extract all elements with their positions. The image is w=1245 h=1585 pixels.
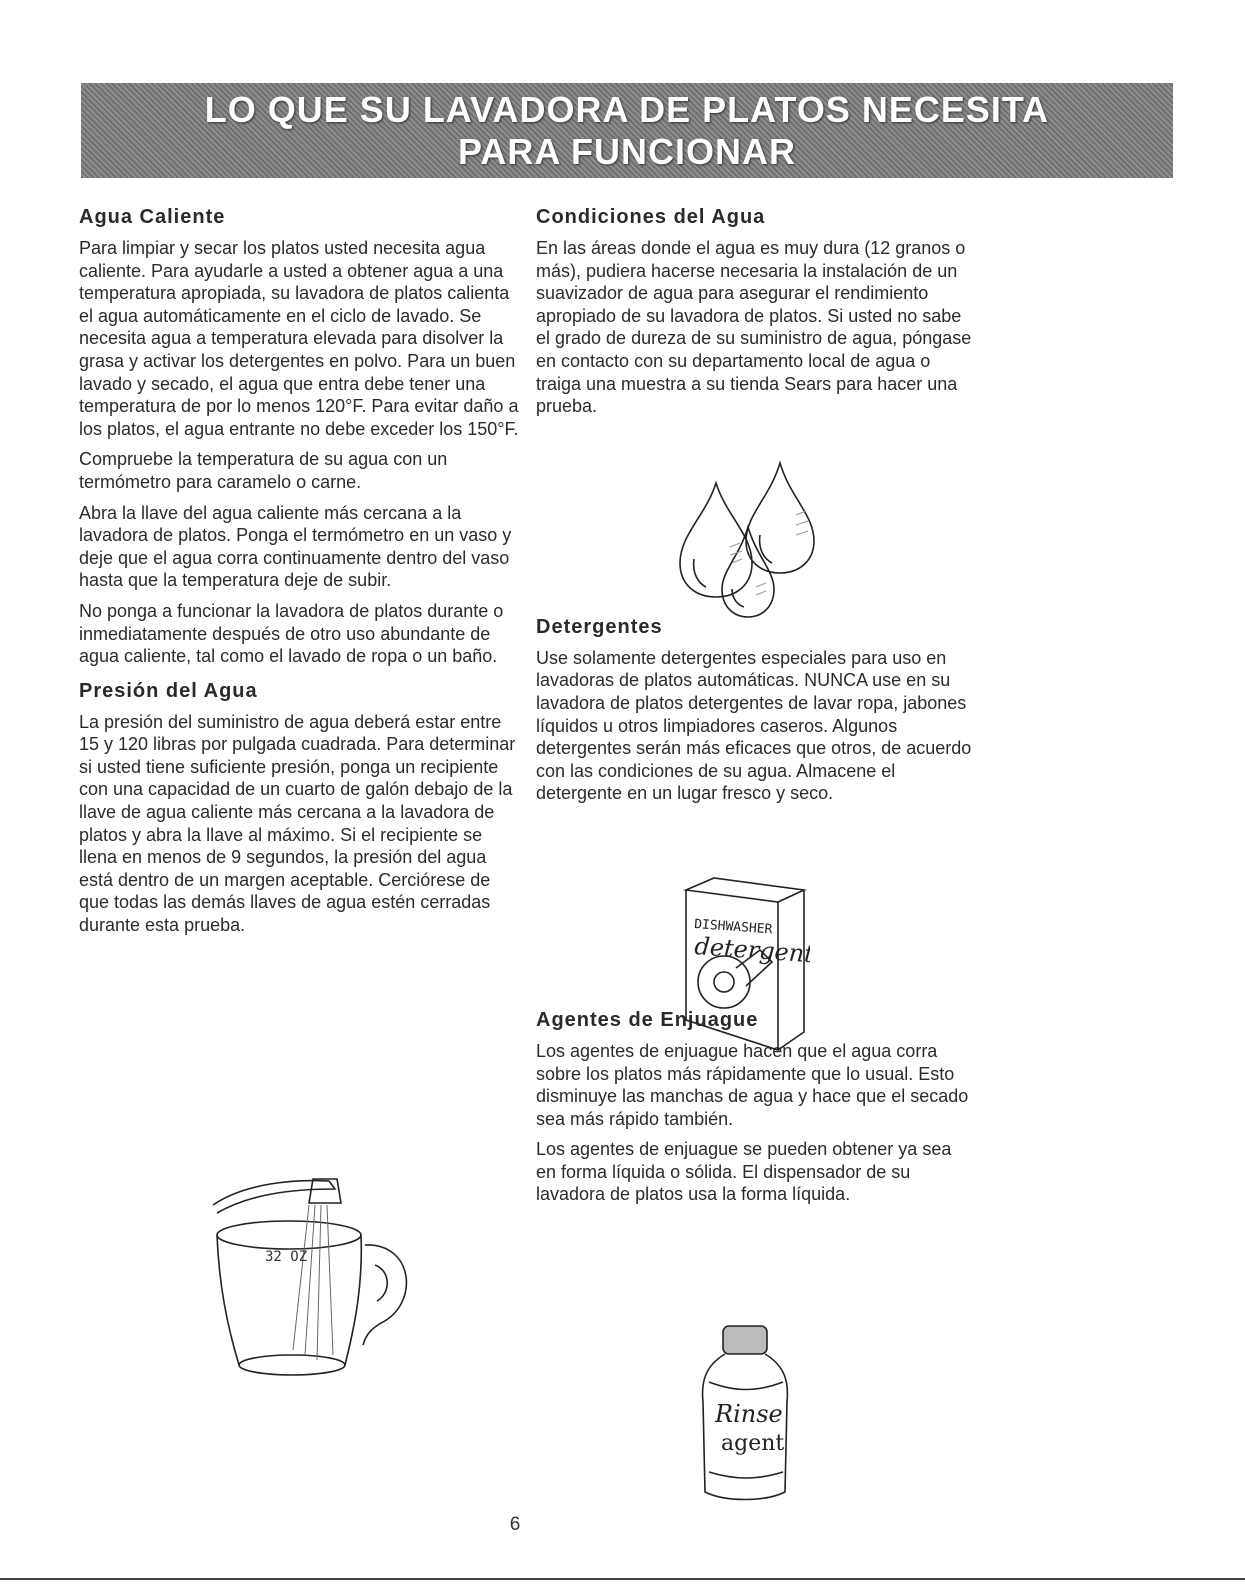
bottom-rule bbox=[0, 1578, 1245, 1580]
heading-detergentes: Detergentes bbox=[536, 615, 663, 638]
rinse-bottle-line1: Rinse bbox=[715, 1400, 783, 1428]
paragraph-enjuague-2: Los agentes de enjuague se pueden obtener ya sea en forma líquida o sólida. El dispensador de su lavadora de platos usa la forma líquida. bbox=[536, 1139, 952, 1205]
paragraph-agua-caliente-1: Para limpiar y secar los platos usted necesita agua caliente. Para ayudarle a usted a obtener agua a una temperatura apropiada, su lavadora de platos calienta el agua automáticamente en el ciclo de lavado. Se necesita agua a temperatura elevada para disolver la grasa y activar los detergentes en polvo. Para un buen lavado y secado, el agua que entra debe tener una temperatura de por lo menos 120°F. Para evitar daño a los platos, el agua entrante no debe exceder los 150°F. bbox=[79, 238, 519, 439]
cup-label: 32 OZ bbox=[265, 1249, 308, 1265]
water-drops-illustration bbox=[668, 455, 828, 625]
paragraph-agua-caliente-4: No ponga a funcionar la lavadora de platos durante o inmediatamente después de otro uso abundante de agua caliente, tal como el lavado de ropa o un baño. bbox=[79, 600, 504, 667]
detergent-box-illustration bbox=[680, 870, 810, 1055]
paragraph-condiciones-1: En las áreas donde el agua es muy dura (12 granos o más), pudiera hacerse necesaria la instalación de un suavizador de agua para asegurar el rendimiento apropiado de su lavadora de platos. Si usted no sabe el grado de dureza de su suministro de agua, póngase en contacto con su departamento local de agua o traiga una muestra a su tienda Sears para hacer una prueba. bbox=[536, 238, 972, 417]
rinse-bottle-icon bbox=[695, 1322, 795, 1504]
paragraph-agua-caliente-3: Abra la llave del agua caliente más cercana a la lavadora de platos. Ponga el termómetro en un vaso y deje que el agua corra continuamente dentro del vaso hasta que la temperatura deje de subir. bbox=[79, 502, 512, 591]
banner-title-line2: PARA FUNCIONAR bbox=[458, 130, 796, 172]
water-drops-icon bbox=[668, 455, 828, 625]
heading-presion: Presión del Agua bbox=[79, 679, 258, 702]
paragraph-enjuague-1: Los agentes de enjuague hacen que el agua corra sobre los platos más rápidamente que lo usual. Esto disminuye las manchas de agua y hace que el secado sea más rápido también. bbox=[536, 1040, 969, 1129]
left-column bbox=[79, 206, 519, 945]
rinse-agent-bottle-illustration bbox=[695, 1322, 795, 1504]
paragraph-presion-1: La presión del suministro de agua deberá estar entre 15 y 120 libras por pulgada cuadrada. Para determinar si usted tiene suficiente presión, ponga un recipiente con una capacidad de un cuarto de galón debajo de la llave de agua caliente más cercana a la lavadora de platos y abra la llave al máximo. Si el recipiente se llena en menos de 9 segundos, la presión del agua está dentro de un margen aceptable. Cerciórese de que todas las demás llaves de agua estén cerradas durante esta prueba. bbox=[79, 711, 516, 936]
measuring-cup-icon bbox=[205, 1165, 435, 1385]
heading-condiciones: Condiciones del Agua bbox=[536, 206, 766, 228]
right-column bbox=[536, 206, 976, 1214]
heading-enjuague: Agentes de Enjuague bbox=[536, 1008, 759, 1031]
paragraph-detergentes-1: Use solamente detergentes especiales para uso en lavadoras de platos automáticas. NUNCA use en su lavadora de platos detergentes de lavar ropa, jabones líquidos u otros limpiadores caseros. Algunos detergentes serán más eficaces que otros, de acuerdo con las condiciones de su agua. Almacene el detergente en un lugar fresco y seco. bbox=[536, 647, 972, 804]
page-banner bbox=[81, 83, 1173, 178]
faucet-cup-illustration bbox=[205, 1165, 435, 1385]
detergent-box-icon bbox=[680, 870, 810, 1055]
heading-agua-caliente: Agua Caliente bbox=[79, 206, 226, 228]
page-number: 6 bbox=[509, 1514, 521, 1535]
detergent-box-line1: DISHWASHER bbox=[693, 917, 773, 938]
detergent-box-line2: detergent bbox=[693, 932, 810, 969]
banner-title-line1: LO QUE SU LAVADORA DE PLATOS NECESITA bbox=[204, 88, 1050, 130]
rinse-bottle-line2: agent bbox=[721, 1431, 785, 1456]
paragraph-agua-caliente-2: Compruebe la temperatura de su agua con un termómetro para caramelo o carne. bbox=[79, 449, 448, 492]
